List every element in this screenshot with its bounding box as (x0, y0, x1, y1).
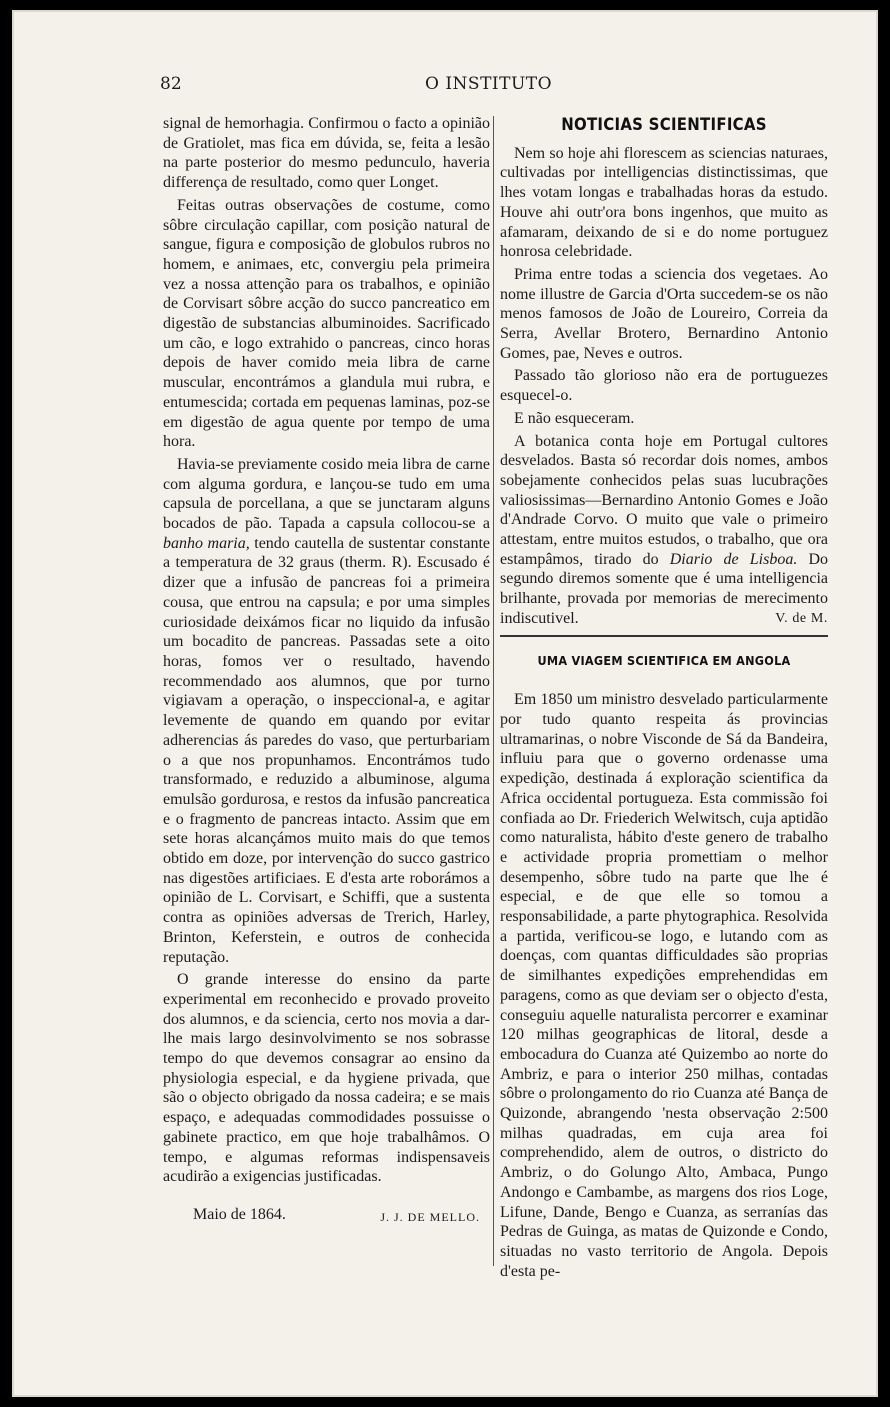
column-divider (493, 116, 494, 1266)
paragraph (500, 432, 828, 629)
text-run: Havia-se previamente cosido meia libra de carne com alguma gordura, e lançou-se tudo em uma capsula de porcellana, a que se junctaram alguns bocados de pão. Tapada a capsula collocou-se a (163, 455, 490, 533)
section-heading: NOTICIAS SCIENTIFICAS (561, 115, 767, 135)
paragraph: Passado tão glorioso não era de portuguezes esquecel-o. (500, 367, 828, 405)
paragraph: Prima entre todas a sciencia dos vegetaes. Ao nome illustre de Garcia d'Orta succedem-se os não menos famosos de João de Loureiro, Correia da Serra, Avellar Brotero, Bernardino Antonio Gomes, pae, Neves e outros. (500, 265, 828, 362)
paragraph: O grande interesse do ensino da parte experimental em reconhecido e provado proveito dos alumnos, e da sciencia, certo nos movia a dar-lhe mais largo desinvolvimento se nos sobrasse tempo do que devemos consagrar ao ensino da physiologia especial, e da hygiene privada, que são o objecto obrigado da nossa cadeira; e se mais espaço, e adequadas commodidades possuisse o gabinete practico, em que hoje trabalhâmos. O tempo, e algumas reformas indispensaveis acudirão a exigencias justificadas. (163, 971, 490, 1186)
paragraph: Nem so hoje ahi florescem as sciencias naturaes, cultivadas por intelligencias distinctissimas, que lhes votam longas e trabalhadas horas da estudo. Houve ahi outr'ora bons ingenhos, que muito as afamaram, deixando de si e do nome portuguez honrosa celebridade. (500, 144, 828, 261)
paragraph: signal de hemorhagia. Confirmou o facto a opinião de Gratiolet, mas fica em dúvida, se, feita a lesão na parte posterior do mesmo pedunculo, haveria differença de resultado, como quer Longet. (163, 115, 490, 192)
page-number: 82 (160, 74, 182, 94)
signature-line (163, 1205, 490, 1228)
italic-text: banho maria, (163, 534, 250, 552)
text-run: A botanica conta hoje em Portugal cultores desvelados. Basta só recordar dois nomes, ambos sobejamente conhecidos pelas suas lucubrações valiosissimas—Bernardino Antonio Gomes e João d'Andrade Corvo. O muito que vale o primeiro attestam, entre muitos estudos, o trabalho, que ora estampâmos, tirado do (500, 432, 828, 568)
paragraph (163, 455, 490, 967)
signature: V. de M. (775, 610, 828, 626)
left-column (163, 114, 490, 1228)
section-heading: UMA VIAGEM SCIENTIFICA EM ANGOLA (537, 652, 791, 668)
paragraph: Feitas outras observações de costume, como sôbre circulação capillar, com posição natural de sangue, figura e composição de globulos rubros no homem, e animaes, etc, convergiu pela primeira vez a nossa attenção para os trabalhos, e opinião de Corvisart sôbre acção do succo pancreatico em digestão de substancias albuminoides. Sacrificado um cão, e logo extrahido o pancreas, cinco horas depois de haver comido meia libra de carne muscular, encontrámos a glandula mui rubra, e entumescida; cortada em pequenas laminas, poz-se em digestão de agua quente por tempo de uma hora. (163, 196, 490, 451)
text-run: Do segundo diremos somente que é uma intelligencia brilhante, provada por memorias de merecimento indiscutivel. (500, 550, 828, 627)
section-divider (500, 635, 828, 637)
running-head: O INSTITUTO (425, 74, 553, 94)
text-run: tendo cautella de sustentar constante a temperatura de 32 graus (therm. R). Escusado é dizer que a infusão de pancreas foi a primeira cousa, que entrou na capsula; e por uma simples curiosidade deixámos ficar no liquido da infusão um bocadito de pancreas. Passadas sete a oito horas, fomos ver o resultado, havendo recommendado aos alumnos, que por turno vigiavam a operação, o inspeccional-a, e agitar levemente de quando em quando por evitar adherencias ás paredes do vaso, que perturbariam o a que nos propunhamos. Encontrámos tudo transformado, e reduzido a albuminose, alguma emulsão gordurosa, e restos da infusão pancreatica e o fragmento de pancreas intacto. Assim que em sete horas alcançámos muito mais do que temos obtido em doze, por intervenção do succo gastrico nas digestões artificiaes. E d'esta arte roborámos a opinião de L. Corvisart, e Schiffi, que a sustenta contra as opiniões adversas de Trerich, Harley, Brinton, Keferstein, e outros de conhecida reputação. (163, 534, 491, 966)
paragraph: E não esqueceram. (514, 409, 635, 427)
date: Maio de 1864. (193, 1205, 286, 1223)
italic-text: Diario de Lisboa. (669, 550, 798, 568)
right-column (500, 114, 828, 1284)
paragraph: Em 1850 um ministro desvelado particularmente por tudo quanto respeita ás provincias ultramarinas, o nobre Visconde de Sá da Bandeira, influiu para que o governo ordenasse uma expedição, destinada á exploração scientifica da Africa occidental portugueza. Esta commissão foi confiada ao Dr. Friederich Welwitsch, cuja aptidão como naturalista, hábito d'este genero de trabalho e actividade propria promettiam o melhor desempenho, sôbre tudo na parte que lhe é especial, e de que elle so tomou a responsabilidade, a parte phytographica. Resolvida a partida, verificou-se logo, e lutando com as doenças, com quantas difficuldades são proprias de similhantes expedições emprehendidas em paragens, como as que deviam ser o objecto d'esta, conseguiu aquelle naturalista percorrer e examinar 120 milhas geographicas de litoral, desde a embocadura do Cuanza até Quizembo ao norte do Ambriz, e para o interior 250 milhas, contadas sôbre o prolongamento do rio Cuanza até Bança de Quizonde, abrangendo 'nesta observação 2:500 milhas quadradas, em cuja area foi comprehendido, alem de outros, o districto do Ambriz, o do Golungo Alto, Ambaca, Pungo Andongo e Cambambe, as margens dos rios Loge, Lifune, Dande, Bengo e Cuanza, as serranías das Pedras de Guinga, as matas de Quizonde e Condo, situadas no vasto territorio de Angola. Depois d'esta pe- (500, 691, 828, 1280)
author: J. J. DE MELLO. (380, 1209, 480, 1224)
